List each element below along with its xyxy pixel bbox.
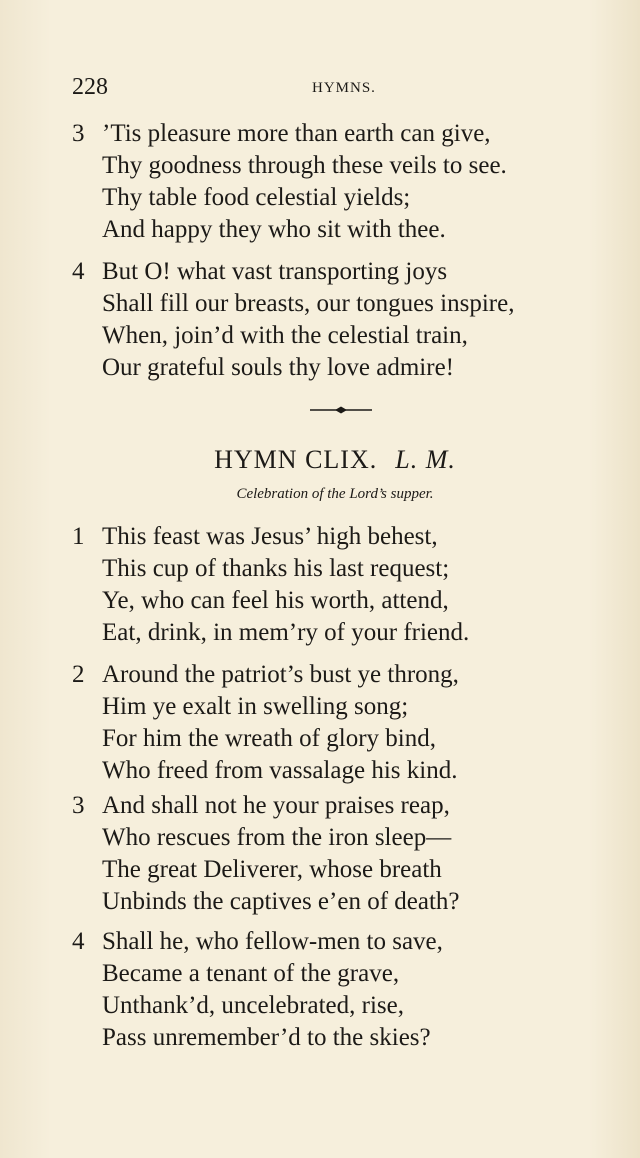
verse-line: Shall fill our breasts, our tongues inspire, [102, 290, 515, 317]
verse-line: This cup of thanks his last request; [102, 555, 450, 582]
verse-number: 3 [72, 792, 85, 819]
verse-line: Became a tenant of the grave, [102, 960, 400, 987]
verse-line: Who rescues from the iron sleep— [102, 824, 452, 851]
verse-line: ’Tis pleasure more than earth can give, [102, 120, 491, 147]
hymn-meter: L. M. [395, 445, 456, 474]
verse-lines [102, 926, 602, 1054]
verse-line: And happy they who sit with thee. [102, 216, 446, 243]
verse-line: Unbinds the captives e’en of death? [102, 888, 460, 915]
running-head: HYMNS. [312, 80, 376, 96]
verse-line: Our grateful souls thy love admire! [102, 354, 454, 381]
verse-number: 4 [72, 928, 85, 955]
verse-line: For him the wreath of glory bind, [102, 725, 436, 752]
verse-line: This feast was Jesus’ high behest, [102, 523, 438, 550]
verse-lines [102, 659, 602, 787]
hymn-number: HYMN CLIX. [214, 445, 378, 474]
verse-line: But O! what vast transporting joys [102, 258, 448, 285]
verse-lines [102, 256, 602, 384]
verse-line: The great Deliverer, whose breath [102, 856, 442, 883]
verse-number: 1 [72, 523, 85, 550]
verse-line: Eat, drink, in mem’ry of your friend. [102, 619, 470, 646]
verse-line: Around the patriot’s bust ye throng, [102, 661, 459, 688]
page-header [72, 74, 572, 104]
hymn-subtitle: Celebration of the Lord’s supper. [236, 486, 434, 502]
verse-number: 4 [72, 258, 85, 285]
verse-line: Shall he, who fellow-men to save, [102, 928, 443, 955]
verse-number: 3 [72, 120, 85, 147]
verse-lines [102, 790, 602, 918]
verse-line: And shall not he your praises reap, [102, 792, 450, 819]
verse-line: Unthank’d, uncelebrated, rise, [102, 992, 404, 1019]
verse-line: Thy goodness through these veils to see. [102, 152, 507, 179]
verse-line: Who freed from vassalage his kind. [102, 757, 458, 784]
verse-lines [102, 521, 602, 649]
verse-line: Him ye exalt in swelling song; [102, 693, 409, 720]
page-number: 228 [72, 74, 108, 100]
verse-number: 2 [72, 661, 85, 688]
verse-line: When, join’d with the celestial train, [102, 322, 468, 349]
verse-line: Thy table food celestial yields; [102, 184, 411, 211]
verse-line: Pass unremember’d to the skies? [102, 1024, 431, 1051]
verse-line: Ye, who can feel his worth, attend, [102, 587, 449, 614]
hymn-title [0, 445, 640, 475]
ornament-divider [310, 403, 372, 417]
verse-lines [102, 118, 602, 246]
